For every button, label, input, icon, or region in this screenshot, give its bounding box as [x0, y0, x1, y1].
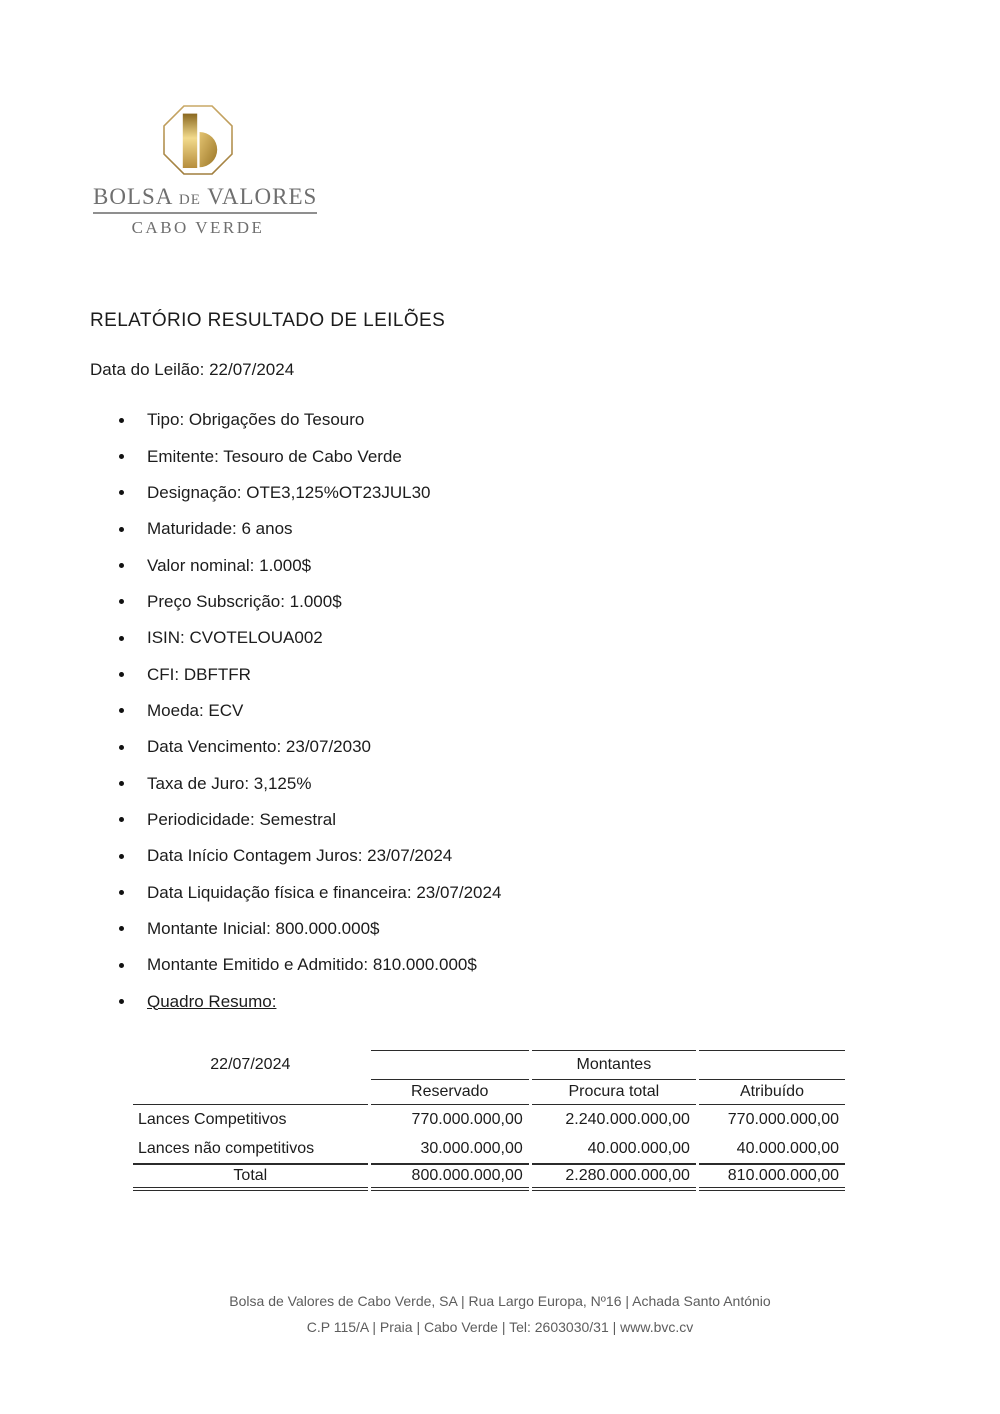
page-footer: [0, 1288, 1000, 1340]
bullet-icon: [119, 745, 124, 750]
footer-line-1: Bolsa de Valores de Cabo Verde, SA | Rua Largo Europa, Nº16 | Achada Santo António: [229, 1293, 771, 1309]
bullet-icon: [119, 636, 124, 641]
logo-word: VALORES: [207, 184, 318, 209]
bullet-icon: [119, 854, 124, 859]
bullet-icon: [119, 418, 124, 423]
bvc-octagon-b-icon: [158, 100, 238, 180]
empty-header-cell: [133, 1080, 368, 1105]
bullet-icon: [119, 599, 124, 604]
total-value: 2.280.000.000,00: [532, 1163, 696, 1191]
bvc-logo: [93, 100, 318, 238]
list-item: [90, 765, 501, 801]
list-item-text: Taxa de Juro: 3,125%: [147, 773, 312, 793]
list-item: [90, 438, 501, 474]
list-item-text: Preço Subscrição: 1.000$: [147, 591, 342, 611]
table-group-header: Montantes: [532, 1050, 696, 1080]
table-date-header: 22/07/2024: [210, 1056, 291, 1073]
list-item: [90, 620, 501, 656]
footer-line-2: C.P 115/A | Praia | Cabo Verde | Tel: 2603030/31 | www.bvc.cv: [306, 1319, 694, 1335]
list-item-text: Data Liquidação física e financeira: 23/07/2024: [147, 882, 502, 902]
list-item: [90, 874, 501, 910]
bullet-icon: [119, 817, 124, 822]
bullet-icon: [119, 999, 124, 1004]
list-item-text: Montante Inicial: 800.000.000$: [147, 918, 380, 938]
list-item-text: Designação: OTE3,125%OT23JUL30: [147, 482, 431, 502]
cell-value: 770.000.000,00: [727, 1110, 839, 1128]
cell-value: 2.240.000.000,00: [565, 1110, 690, 1128]
list-item-text: Montante Emitido e Admitido: 810.000.000$: [147, 955, 477, 975]
list-item: [90, 802, 501, 838]
row-label: Lances não competitivos: [138, 1139, 315, 1157]
column-header-procura-total: Procura total: [532, 1080, 696, 1105]
list-item: [90, 584, 501, 620]
list-item: [90, 729, 501, 765]
column-header-atribuido: Atribuído: [699, 1080, 845, 1105]
bullet-icon: [119, 672, 124, 677]
cell-value: 770.000.000,00: [411, 1110, 523, 1128]
total-value: 810.000.000,00: [699, 1163, 845, 1191]
list-item-text: Moeda: ECV: [147, 700, 244, 720]
list-item: [90, 547, 501, 583]
list-item-text: Emitente: Tesouro de Cabo Verde: [147, 446, 402, 466]
list-item-text: Quadro Resumo:: [147, 991, 277, 1011]
page-title: RELATÓRIO RESULTADO DE LEILÕES: [90, 310, 446, 331]
bullet-icon: [119, 890, 124, 895]
summary-table: [130, 1050, 848, 1191]
detail-list: [90, 402, 501, 1020]
list-item-text: ISIN: CVOTELOUA002: [147, 628, 323, 648]
bullet-icon: [119, 926, 124, 931]
logo-name: [93, 184, 317, 214]
bullet-icon: [119, 527, 124, 532]
list-item-text: Data Início Contagem Juros: 23/07/2024: [147, 846, 453, 866]
list-item: [90, 475, 501, 511]
table-group-row: [133, 1050, 845, 1080]
bullet-icon: [119, 563, 124, 568]
logo-word: DE: [178, 192, 201, 208]
table-total-row: [133, 1163, 845, 1191]
list-item: [90, 402, 501, 438]
bullet-icon: [119, 490, 124, 495]
cell-value: 30.000.000,00: [420, 1139, 523, 1157]
group-rule-segment: [699, 1050, 845, 1080]
table-row: [133, 1134, 845, 1163]
total-value: 800.000.000,00: [371, 1163, 529, 1191]
list-item-text: CFI: DBFTFR: [147, 664, 251, 684]
list-item: [90, 911, 501, 947]
auction-date: Data do Leilão: 22/07/2024: [90, 360, 295, 379]
bullet-icon: [119, 781, 124, 786]
list-item: [90, 838, 501, 874]
row-label: Lances Competitivos: [138, 1110, 287, 1128]
column-header-reservado: Reservado: [371, 1080, 529, 1105]
list-item: [90, 984, 501, 1020]
list-item-text: Data Vencimento: 23/07/2030: [147, 737, 371, 757]
list-item: [90, 656, 501, 692]
bullet-icon: [119, 708, 124, 713]
bullet-icon: [119, 454, 124, 459]
group-rule-segment: [371, 1050, 529, 1080]
cell-value: 40.000.000,00: [587, 1139, 690, 1157]
total-label: Total: [133, 1163, 368, 1191]
logo-word: BOLSA: [93, 184, 173, 209]
cell-value: 40.000.000,00: [736, 1139, 839, 1157]
list-item-text: Maturidade: 6 anos: [147, 519, 293, 539]
list-item-text: Tipo: Obrigações do Tesouro: [147, 410, 365, 430]
list-item: [90, 693, 501, 729]
logo-subtitle: CABO VERDE: [131, 218, 265, 237]
table-header-row: [133, 1080, 845, 1105]
list-item-text: Periodicidade: Semestral: [147, 809, 336, 829]
list-item-text: Valor nominal: 1.000$: [147, 555, 312, 575]
table-row: [133, 1105, 845, 1134]
list-item: [90, 511, 501, 547]
bullet-icon: [119, 963, 124, 968]
list-item: [90, 947, 501, 983]
